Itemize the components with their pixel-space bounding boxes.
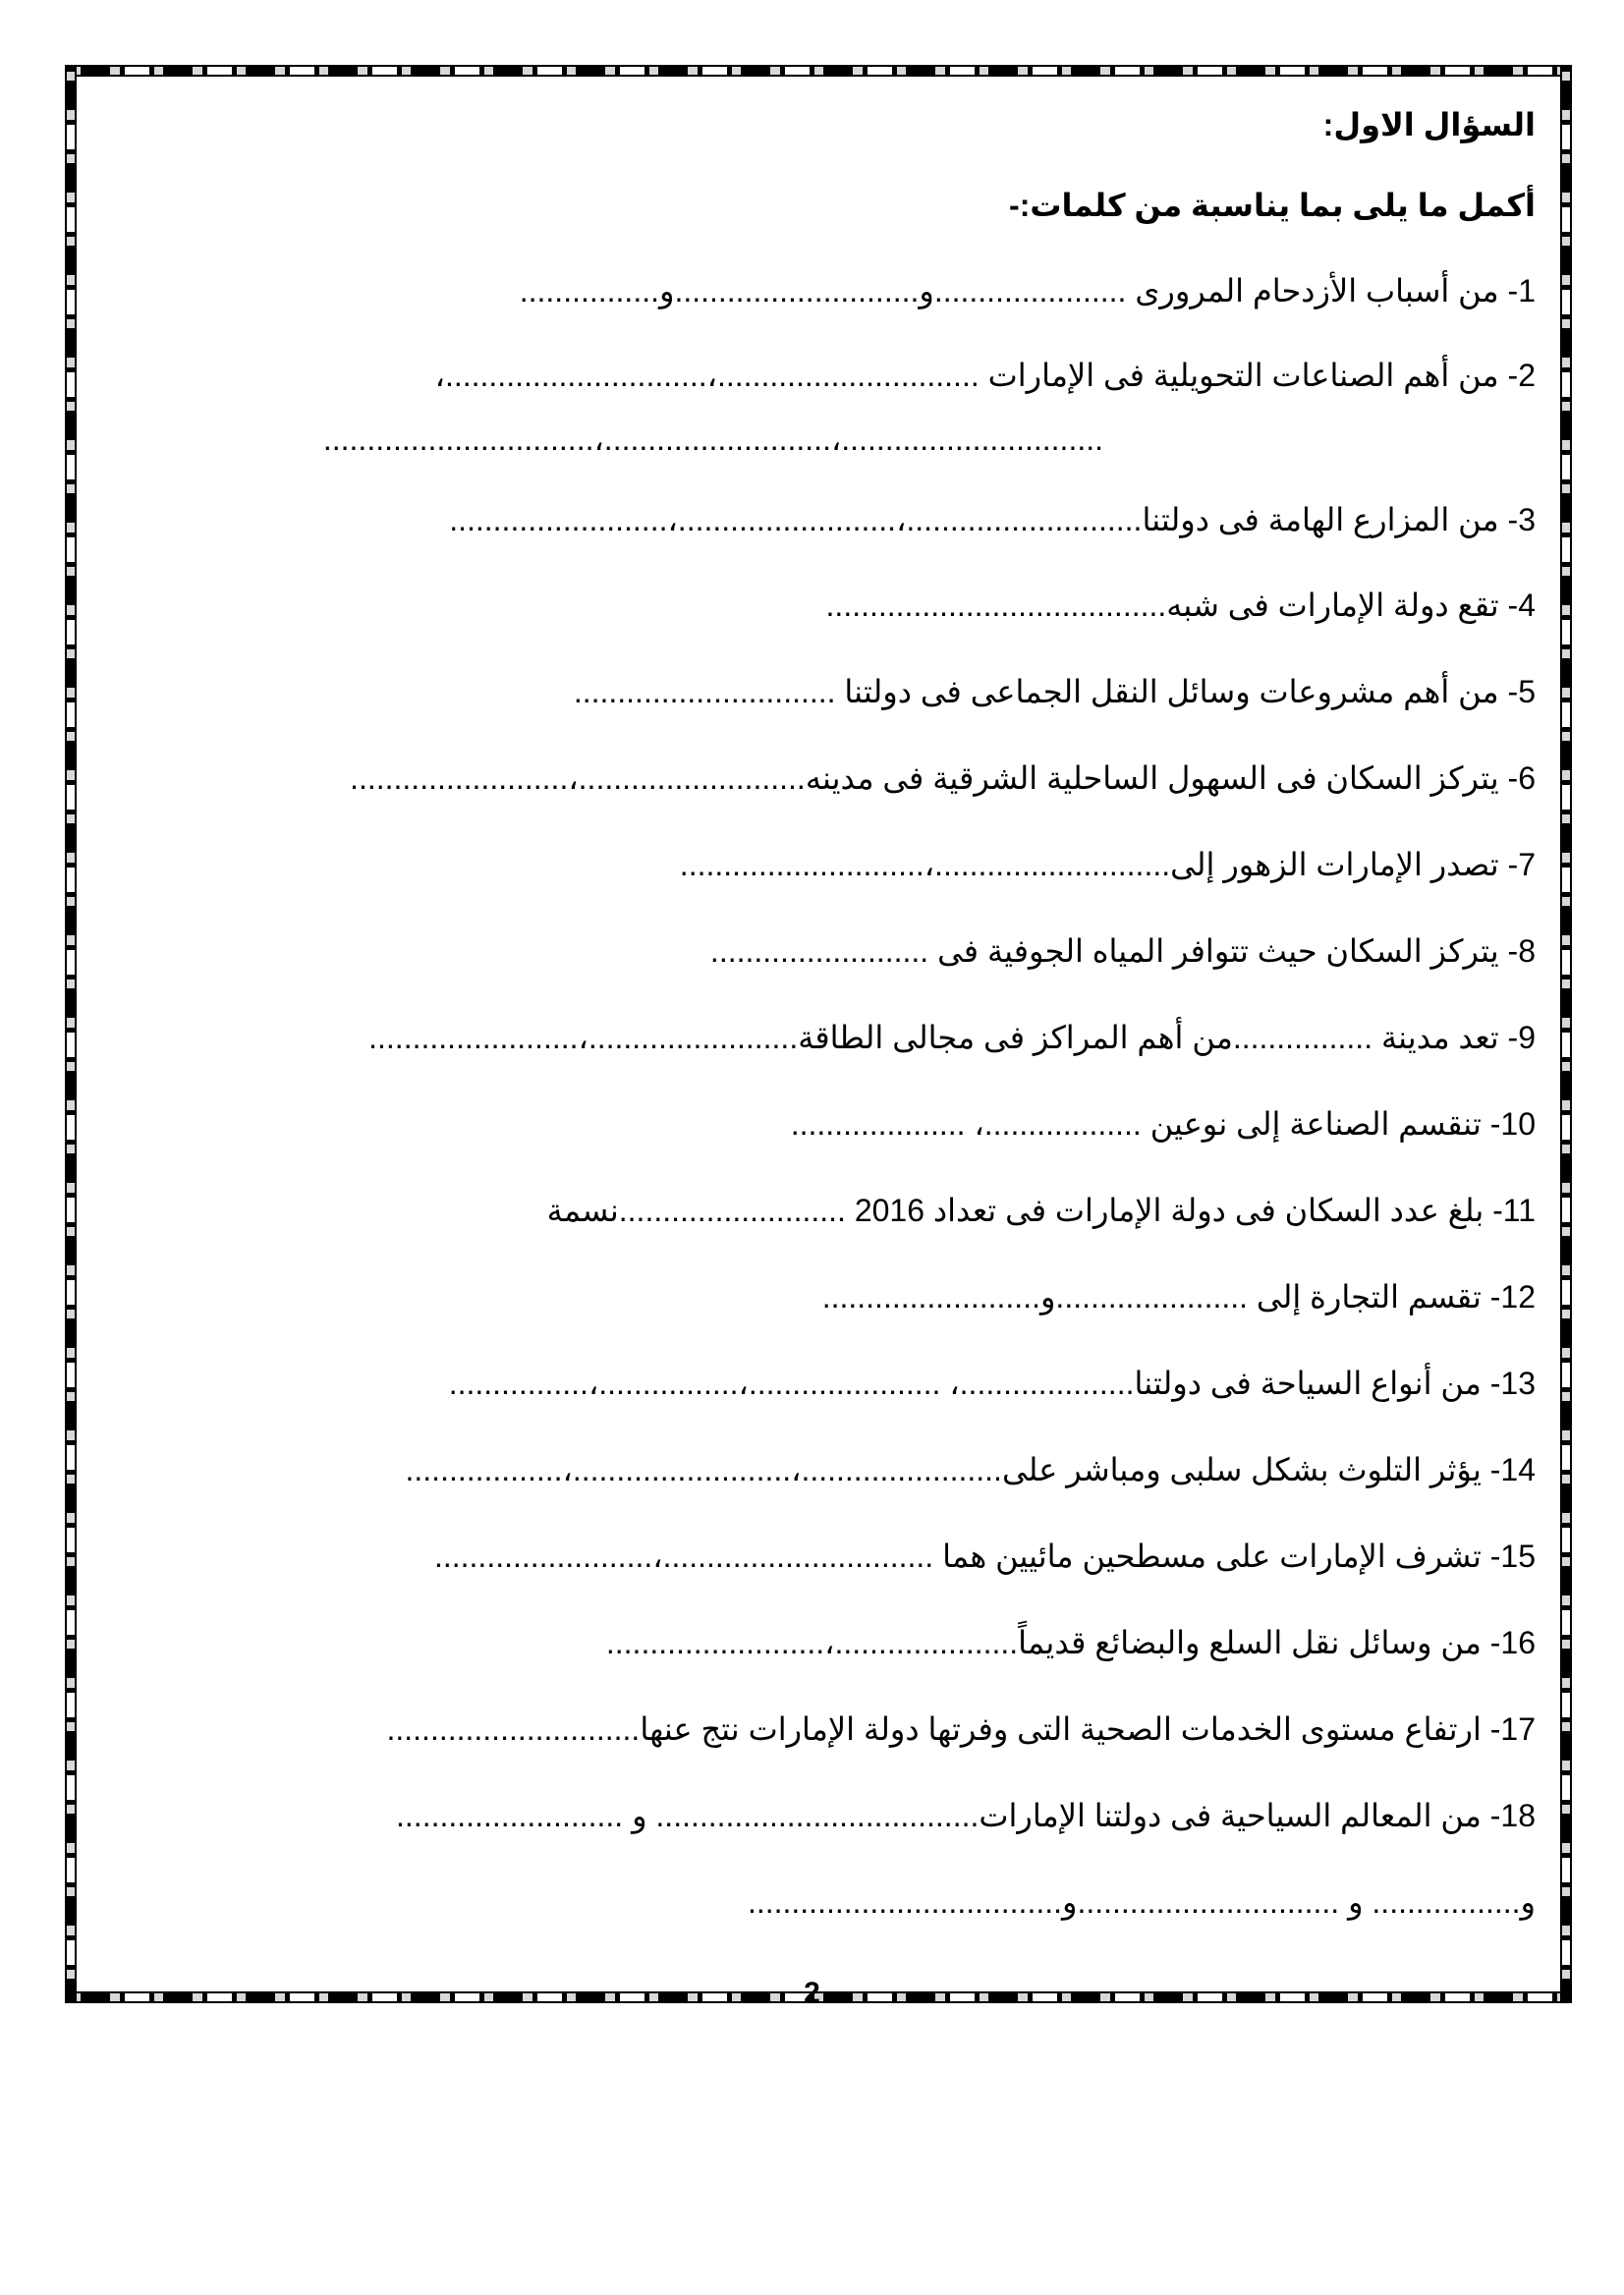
- item-14: 14- يؤثر التلوث بشكل سلبى ومباشر على.......................،.........................،..................: [405, 1452, 1536, 1487]
- item-15: 15- تشرف الإمارات على مسطحين مائيين هما ...............................،.........................: [433, 1539, 1536, 1574]
- item-3: 3- من المزارع الهامة فى دولتنا...........................،.........................،.........................: [449, 502, 1536, 537]
- item-6: 6- يتركز السكان فى السهول الساحلية الشرقية فى مدينه..........................،.........................: [350, 760, 1536, 796]
- item-7: 7- تصدر الإمارات الزهور إلى...........................،............................: [679, 847, 1536, 882]
- border-left: [65, 65, 77, 2003]
- item-2: 2- من أهم الصناعات التحويلية فى الإمارات ..............................،..............................،: [434, 358, 1536, 393]
- item-13: 13- من أنواع السياحة فى دولتنا....................، ......................،................،................: [448, 1366, 1536, 1401]
- item-17: 17- ارتفاع مستوى الخدمات الصحية التى وفرتها دولة الإمارات نتج عنها.............................: [386, 1711, 1536, 1747]
- item-9: 9- تعد مدينة ................من أهم المراكز فى مجالى الطاقة........................،........................: [368, 1020, 1536, 1055]
- page-number: 2: [804, 1977, 820, 2009]
- item-18-continuation: و................. و ..............................و....................................: [747, 1884, 1536, 1920]
- item-8: 8- يتركز السكان حيث تتوافر المياه الجوفية فى .........................: [709, 933, 1536, 969]
- item-11: 11- بلغ عدد السكان فى دولة الإمارات فى تعداد 2016 ..........................نسمة: [546, 1193, 1536, 1228]
- item-10: 10- تنقسم الصناعة إلى نوعين ..................، ....................: [790, 1106, 1536, 1142]
- item-5: 5- من أهم مشروعات وسائل النقل الجماعى فى دولتنا ..............................: [573, 674, 1536, 709]
- question-title: السؤال الاول:: [1322, 107, 1536, 142]
- item-16: 16- من وسائل نقل السلع والبضائع قديماً.....................،.........................: [605, 1625, 1536, 1660]
- item-1: 1- من أسباب الأزدحام المرورى ......................و............................و................: [519, 273, 1536, 308]
- item-4: 4- تقع دولة الإمارات فى شبه.......................................: [825, 588, 1536, 623]
- border-top: [65, 65, 1572, 77]
- item-2-continuation: ...............................،..........................،..............................: [322, 421, 1103, 457]
- question-instruction: أكمل ما يلى بما يناسبة من كلمات:-: [1009, 188, 1536, 223]
- item-12: 12- تقسم التجارة إلى ......................و.........................: [821, 1279, 1536, 1315]
- border-right: [1560, 65, 1572, 2003]
- item-18: 18- من المعالم السياحية فى دولتنا الإمارات..................................... و ..........................: [396, 1798, 1536, 1833]
